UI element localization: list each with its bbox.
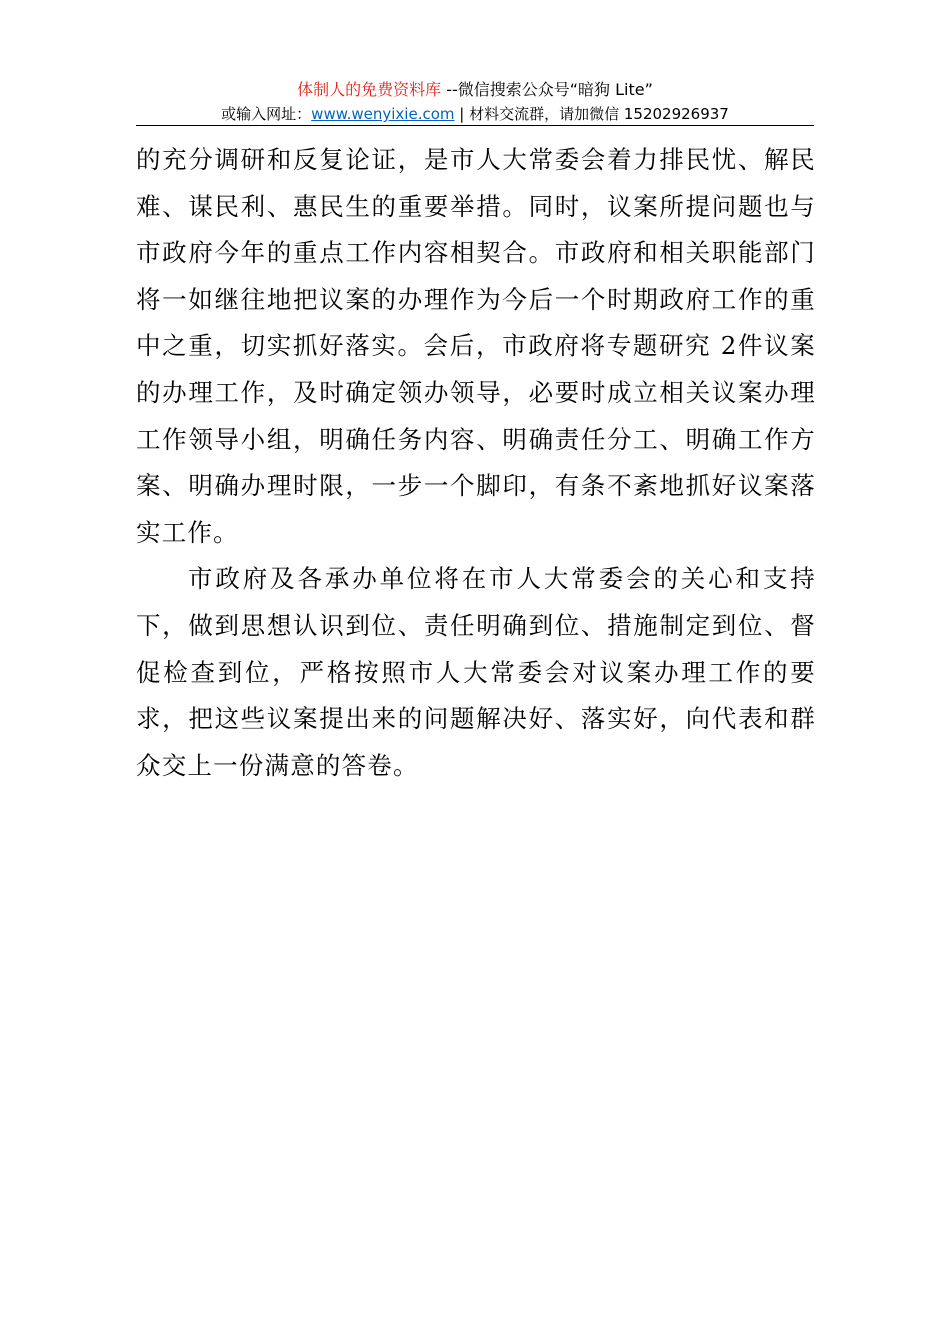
header-promo-line (136, 78, 814, 102)
header-contact: 材料交流群，请加微信 15202926937 (469, 105, 729, 123)
header-search-note: --微信搜索公众号“暗狗 Lite” (441, 80, 653, 99)
document-body (136, 137, 816, 789)
page-header (136, 78, 814, 126)
paragraph-1: 的充分调研和反复论证，是市人大常委会着力排民忧、解民难、谋民利、惠民生的重要举措。同时，议案所提问题也与市政府今年的重点工作内容相契合。市政府和相关职能部门将一如继往地把议案的办理作为今后一个时期政府工作的重中之重，切实抓好落实。会后，市政府将专题研究 2件议案的办理工作，及时确定领办领导，必要时成立相关议案办理工作领导小组，明确任务内容、明确责任分工、明确工作方案、明确办理时限，一步一个脚印，有条不紊地抓好议案落实工作。 (136, 145, 816, 547)
header-divider (136, 125, 814, 126)
header-url-link[interactable]: www.wenyixie.com (311, 105, 455, 123)
header-separator: | (454, 105, 470, 123)
header-contact-line (136, 102, 814, 126)
header-url-prefix: 或输入网址： (221, 105, 312, 123)
header-brand: 体制人的免费资料库 (297, 80, 442, 99)
paragraph-2: 市政府及各承办单位将在市人大常委会的关心和支持下，做到思想认识到位、责任明确到位、措施制定到位、督促检查到位，严格按照市人大常委会对议案办理工作的要求，把这些议案提出来的问题解决好、落实好，向代表和群众交上一份满意的答卷。 (136, 564, 816, 780)
